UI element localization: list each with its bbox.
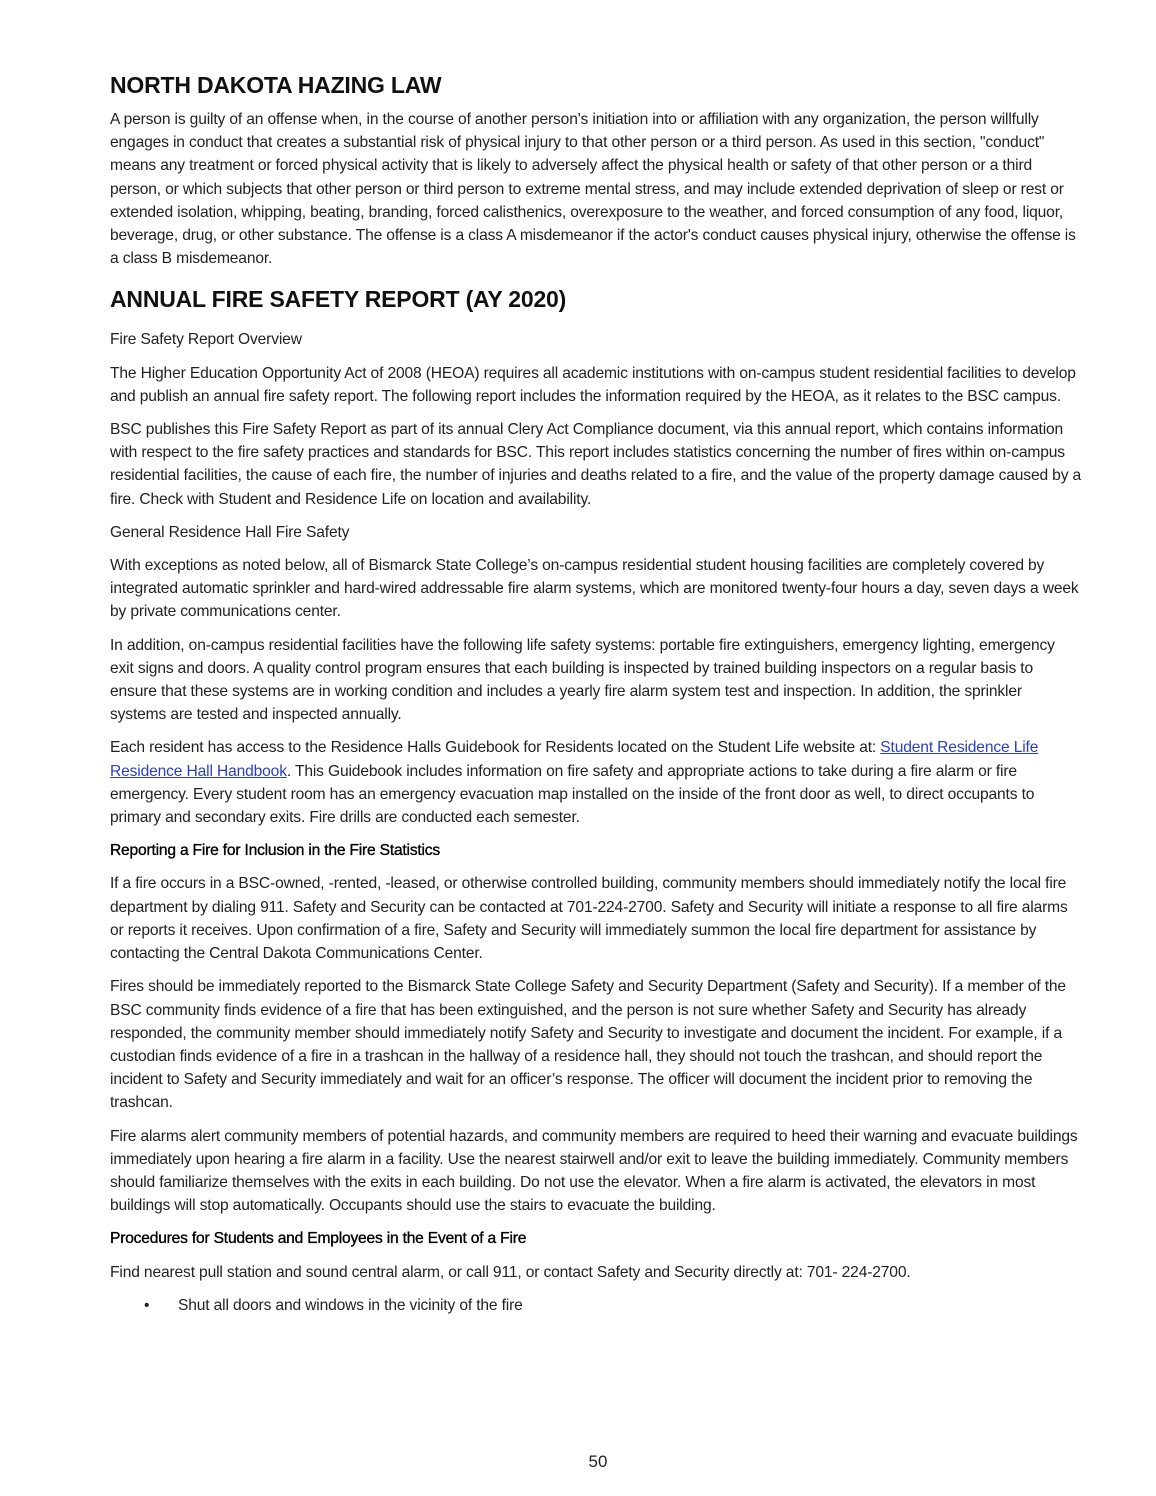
bullet-icon: • [144,1296,150,1314]
general-fire-safety-paragraph-1: With exceptions as noted below, all of Bismarck State College’s on-campus residential student housing facilities are completely covered by integrated automatic sprinkler and hard-wired addressable fire alarm systems, which are monitored twenty-four hours a day, seven days a week by private communications center. [110,557,1079,621]
hazing-law-heading: NORTH DAKOTA HAZING LAW [110,72,442,98]
residence-hall-handbook-link[interactable]: Student Residence Life Residence Hall Handbook [110,739,1039,780]
fire-safety-report-heading: ANNUAL FIRE SAFETY REPORT (AY 2020) [110,286,567,313]
reporting-paragraph-2: Fires should be immediately reported to the Bismarck State College Safety and Security Department (Safety and Security). If a member of the BSC community finds evidence of a fire that has been extinguished, and the person is not sure whether Safety and Security has already responded, the community member should immediately notify Safety and Security to investigate and document the incident. For example, if a custodian finds evidence of a fire in a trashcan in the hallway of a residence hall, they should not touch the trashcan, and should report the incident to Safety and Security immediately and wait for an officer’s response. The officer will document the incident prior to removing the trashcan. [110,978,1066,1112]
reporting-paragraph-1: If a fire occurs in a BSC-owned, -rented, -leased, or otherwise controlled building, community members should immediately notify the local fire department by dialing 911. Safety and Security can be contacted at 701-224-2700. Safety and Security will initiate a response to all fire alarms or reports it receives. Upon confirmation of a fire, Safety and Security will immediately summon the local fire department for assistance by contacting the Central Dakota Communications Center. [110,875,1068,963]
hazing-law-paragraph: A person is guilty of an offense when, in the course of another person's initiation into or affiliation with any organization, the person willfully engages in conduct that creates a substantial risk of physical injury to that other person or a third person. As used in this section, "conduct" means any treatment or forced physical activity that is likely to adversely affect the physical health or safety of that other person or a third person, or which subjects that other person or third person to extreme mental stress, and may include extended deprivation of sleep or rest or extended isolation, whipping, beating, branding, forced calisthenics, overexposure to the weather, and forced consumption of any food, liquor, beverage, drug, or other substance. The offense is a class A misdemeanor if the actor's conduct causes physical injury, otherwise the offense is a class B misdemeanor. [110,111,1076,268]
overview-label: Fire Safety Report Overview [110,331,302,349]
list-item-text: Shut all doors and windows in the vicinity of the fire [178,1296,523,1314]
list-item [110,1294,1082,1317]
overview-paragraph-2: BSC publishes this Fire Safety Report as part of its annual Clery Act Compliance document, via this annual report, which contains information with respect to the fire safety practices and standards for BSC. This report includes statistics concerning the number of fires within on-campus residential facilities, the cause of each fire, the number of injuries and deaths related to a fire, and the value of the property damage caused by a fire. Check with Student and Residence Life on location and availability. [110,421,1082,508]
reporting-fire-heading: Reporting a Fire for Inclusion in the Fire Statistics [110,842,441,860]
general-fire-safety-paragraph-2: In addition, on-campus residential facilities have the following life safety systems: portable fire extinguishers, emergency lighting, emergency exit signs and doors. A quality control program ensures that each building is inspected by trained building inspectors on a regular basis to ensure that these systems are in working condition and includes a yearly fire alarm system test and inspection. In addition, the sprinkler systems are tested and inspected annually. [110,636,1055,724]
page-number: 50 [588,1452,608,1471]
procedures-bullet-list [110,1294,1082,1317]
guidebook-paragraph [110,736,1082,829]
overview-paragraph-1: The Higher Education Opportunity Act of 2008 (HEOA) requires all academic institutions with on-campus student residential facilities to develop and publish an annual fire safety report. The following report includes the information required by the HEOA, as it relates to the BSC campus. [110,364,1076,405]
reporting-paragraph-3: Fire alarms alert community members of potential hazards, and community members are required to heed their warning and evacuate buildings immediately upon hearing a fire alarm in a facility. Use the nearest stairwell and/or exit to leave the building immediately. Community members should familiarize themselves with the exits in each building. Do not use the elevator. When a fire alarm is activated, the elevators in most buildings will stop automatically. Occupants should use the stairs to evacuate the building. [110,1127,1078,1215]
general-fire-safety-label: General Residence Hall Fire Safety [110,523,350,541]
fire-procedures-heading: Procedures for Students and Employees in the Event of a Fire [110,1230,527,1248]
document-page [110,70,1082,1317]
guidebook-text-after: . This Guidebook includes information on fire safety and appropriate actions to take during a fire alarm or fire emergency. Every student room has an emergency evacuation map installed on the inside of the front door as well, to direct occupants to primary and secondary exits. Fire drills are conducted each semester. [110,762,1035,827]
procedures-paragraph: Find nearest pull station and sound central alarm, or call 911, or contact Safety and Security directly at: 701- 224-2700. [110,1263,911,1281]
guidebook-text-before: Each resident has access to the Residence Halls Guidebook for Residents located on the Student Life website at: [110,739,881,757]
